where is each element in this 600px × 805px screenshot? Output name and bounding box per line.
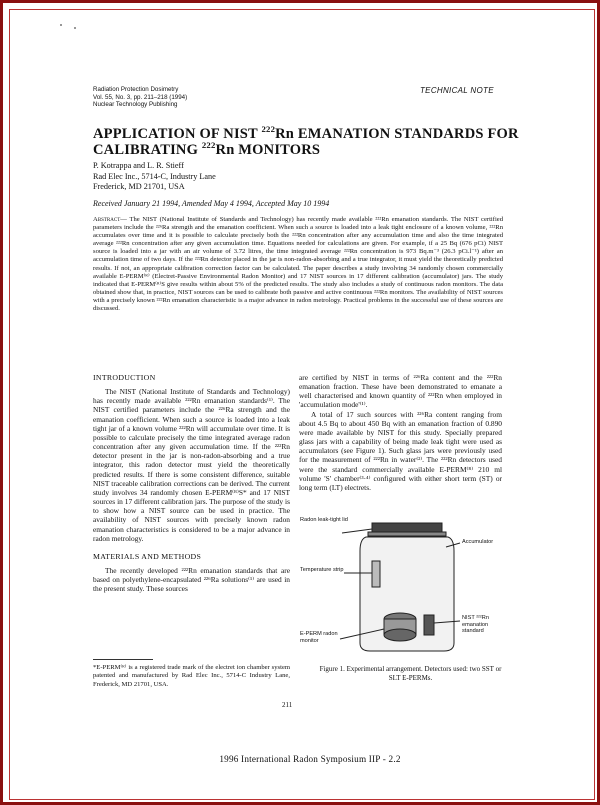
journal-name: Radiation Protection Dosimetry: [93, 86, 179, 93]
introduction-paragraph: The NIST (National Institute of Standards and Technology) has recently made available ²²²Rn emanation standards⁽¹⁾. The NIST certified parameters include the ²²⁶Ra strength and the emanation coefficient. When such a source is loaded into a leak tight jar of a known volume ²²²Rn will accumulate over time. It is possible to calculate precisely the time integrated average radon concentration after any given accumulation time. If the ²²²Rn detector present in the jar is non-radon-absorbing and a true integrator, this radon detector must yield the theoretically predicted results. If there is some consistent difference, suitable NIST traceable calibration corrections can be derived. The current study involves 34 randomly chosen E-PERM⁽ᴿ⁾S* and 17 NIST sources in 17 different calibration jars. The purpose of the study is to show how a NIST source can be used in practice. The availability of NIST sources with precisely known radon emanation characteristics is considered to be a major advance in radon metrology.: [93, 387, 290, 543]
scan-speck: [60, 24, 62, 26]
symposium-footer: 1996 International Radon Symposium IIP - 2.2: [219, 754, 401, 764]
scan-speck: [74, 27, 76, 29]
temperature-strip: [372, 561, 380, 587]
right-paragraph-1: are certified by NIST in terms of ²²⁶Ra content and the ²²²Rn emanation fraction. These have been demonstrated to emanate a well characterised and known quantity of ²²²Rn when employed in 'accumulation mode'⁽¹⁾.: [299, 373, 502, 410]
title-sup2: 222: [201, 140, 216, 151]
abstract-text: — The NIST (National Institute of Standards and Technology) has recently made available ²²²Rn emanation standards. The NIST certified parameters include the ²²⁶Ra strength and the emanation coefficient. When such a source is loaded into a leak tight enclosure of a known volume, ²²²Rn accumulates over time and it is possible to calculate precisely both the ²²²Rn concentration after any accumulation time and also the time integrated average ²²²Rn concentration after any given accumulation time. Equations needed for calculations are given. For example, if a 25 Bq (676 pCi) NIST source is loaded into a jar with an air volume of 3.72 litres, the time integrated average ²²²Rn concentration is 973 Bq.m⁻³ (26.3 pCi.l⁻¹) after an accumulation time of two days. If the ²²²Rn detector placed in the jar is non-radon-absorbing and a true integrator, it must yield the theoretically predicted results. If not, an appropriate calibration correction factor can be calculated. The paper describes a study involving 34 randomly chosen commercially available E-PERM⁽ᴿ⁾ (Electret-Passive Environmental Radon Monitor) and 17 NIST sources in 17 different calibration (accumulator) jars. The study indicated that E-PERM⁽ᴿ⁾S give results within about 5% of the predicted results. The study also includes a study of continuous radon monitors. The data obtained show that, in practice, NIST sources can be used to calibrate both passive and active continuous ²²²Rn monitors. The availability of NIST sources with a precisely known ²²²Rn emanation characteristic is a major advance in radon metrology. Practical problems in the successful use of these sources are discussed.: [93, 216, 503, 313]
page-number: 211: [282, 701, 293, 709]
paper-title: [93, 126, 533, 158]
title-part3: Rn MONITORS: [215, 142, 321, 158]
journal-volume: Vol. 55, No. 3, pp. 211–218 (1994): [93, 93, 188, 101]
abstract-label: Abstract: [93, 216, 121, 223]
materials-heading: MATERIALS AND METHODS: [93, 551, 202, 561]
left-column: [93, 373, 290, 593]
nist-source: [424, 615, 434, 635]
right-column: [299, 373, 502, 492]
right-paragraph-2: A total of 17 such sources with ²²⁶Ra content ranging from about 4.5 Bq to about 450 Bq with an emanation fraction of 0.890 were made available by NIST for this study. Specially prepared glass jars with a capability of being made leak tight were used as accumulators (see Figure 1). Such glass jars were previously used for the measurement of ²²²Rn in water⁽²⁾. The ²²²Rn detectors used were the standard commercially available E-PERM⁽ᴿ⁾ 210 ml volume 'S' chamber⁽³·⁴⁾ configured with either short term (ST) or long term (LT) electrets.: [299, 409, 502, 492]
journal-publisher: Nuclear Technology Publishing: [93, 101, 178, 109]
introduction-heading: INTRODUCTION: [93, 373, 156, 382]
author-names: P. Kotrappa and L. R. Stieff: [93, 161, 184, 170]
figure-label-lid: Radon leak-tight lid: [300, 517, 348, 523]
figure-label-temperature: Temperature strip: [300, 567, 344, 573]
journal-header: [93, 86, 187, 109]
eperm-bottom: [384, 629, 416, 641]
received-dates: Received January 21 1994, Amended May 4 1994, Accepted May 10 1994: [93, 199, 330, 208]
title-part2: Rn EMANATION STANDARDS FOR CALIBRATING: [93, 126, 519, 158]
title-part1: APPLICATION OF NIST: [93, 126, 262, 142]
figure-caption: Figure 1. Experimental arrangement. Detectors used: two SST or SLT E-PERMs.: [319, 665, 502, 682]
figure-1: [300, 515, 505, 665]
figure-label-accumulator: Accumulator: [462, 539, 494, 545]
footnote: *E-PERM⁽ᴿ⁾ is a registered trade mark of the electret ion chamber system patented and manufactured by Rad Elec Inc., 5714-C Industry Lane, Frederick, MD 21701, USA.: [93, 664, 290, 688]
footnote-rule: [93, 659, 153, 660]
figure-label-eperm: E-PERM radon monitor: [300, 631, 338, 644]
author-block: [93, 161, 216, 193]
title-sup1: 222: [261, 124, 276, 135]
figure-label-nist: NIST ²²²Rn emanation standard: [462, 615, 489, 635]
affiliation-line2: Frederick, MD 21701, USA: [93, 182, 185, 191]
affiliation-line1: Rad Elec Inc., 5714-C, Industry Lane: [93, 171, 216, 181]
materials-paragraph: The recently developed ²²²Rn emanation standards that are based on polyethylene-encapsulated ²²⁶Ra solutions⁽¹⁾ are used in the present study. These sources: [93, 565, 290, 594]
abstract: [93, 216, 503, 313]
technical-note-label: TECHNICAL NOTE: [420, 86, 494, 95]
jar-lid-rim: [368, 532, 446, 536]
